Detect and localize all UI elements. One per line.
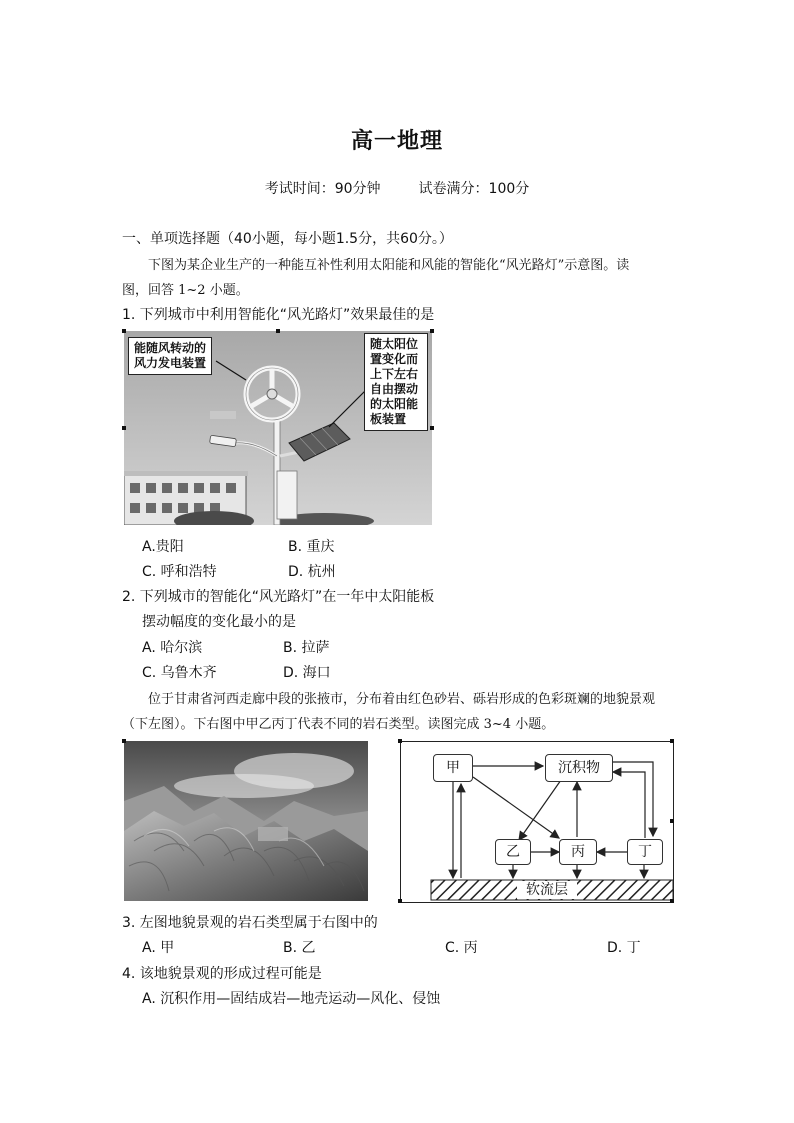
selection-handle	[398, 899, 402, 903]
selection-handle	[430, 426, 434, 430]
selection-handle	[670, 739, 674, 743]
sediment-box: 沉积物	[545, 754, 613, 782]
exam-time: 考试时间：90分钟	[264, 181, 381, 197]
q1-option-a: A.贵阳	[142, 539, 184, 555]
q1-stem: 1. 下列城市中利用智能化“风光路灯”效果最佳的是	[122, 307, 435, 323]
q2-option-a: A. 哈尔滨	[142, 640, 203, 656]
solar-panel-callout	[364, 333, 428, 431]
q2-stem-line-2: 摆动幅度的变化最小的是	[142, 614, 296, 630]
q2-option-b: B. 拉萨	[283, 640, 330, 656]
intro-line-1: 下图为某企业生产的一种能互补性利用太阳能和风能的智能化“风光路灯”示意图。读	[148, 258, 630, 273]
q1-option-b: B. 重庆	[288, 539, 335, 555]
rock-ding: 丁	[627, 839, 663, 865]
rock-yi: 乙	[495, 839, 531, 865]
q2-option-c: C. 乌鲁木齐	[142, 665, 217, 681]
q2-stem-line-1: 2. 下列城市的智能化“风光路灯”在一年中太阳能板	[122, 589, 435, 605]
callout-right-line: 的太阳能	[370, 397, 419, 411]
q4-stem: 4. 该地貌景观的形成过程可能是	[122, 966, 322, 982]
rock-bing: 丙	[559, 839, 597, 865]
selection-handle	[122, 329, 126, 333]
callout-right-line: 板装置	[370, 412, 407, 426]
callout-right-line: 自由摆动	[370, 382, 419, 396]
page-title: 高一地理	[350, 129, 443, 154]
callout-left-line: 能随风转动的	[134, 341, 207, 355]
callout-left-line: 风力发电装置	[134, 356, 207, 370]
q3-option-c: C. 丙	[445, 940, 478, 956]
callout-right-line: 置变化而	[370, 352, 419, 366]
street-light-photo	[124, 331, 432, 525]
exam-info	[0, 178, 794, 198]
q3-option-a: A. 甲	[142, 940, 175, 956]
landform-illustration	[124, 741, 368, 901]
landform-photo	[124, 741, 368, 901]
callout-right-line: 随太阳位	[370, 337, 419, 351]
callout-right-line: 上下左右	[370, 367, 419, 381]
q1-option-d: D. 杭州	[288, 564, 336, 580]
q1-option-c: C. 呼和浩特	[142, 564, 217, 580]
rock-jia: 甲	[433, 754, 473, 782]
wind-generator-callout	[128, 337, 212, 375]
selection-handle	[276, 329, 280, 333]
selection-handle	[670, 899, 674, 903]
q2-option-d: D. 海口	[283, 665, 331, 681]
selection-handle	[122, 739, 126, 743]
asthenosphere-label: 软流层	[517, 881, 577, 899]
intro-line-2: 图，回答 1~2 小题。	[122, 283, 249, 298]
passage2-line-2: （下左图）。下右图中甲乙丙丁代表不同的岩石类型。读图完成 3~4 小题。	[122, 717, 555, 732]
q3-option-d: D. 丁	[607, 940, 641, 956]
selection-handle	[430, 329, 434, 333]
selection-handle	[122, 426, 126, 430]
q3-stem: 3. 左图地貌景观的岩石类型属于右图中的	[122, 915, 378, 931]
selection-handle	[670, 819, 674, 823]
q4-option-a: A. 沉积作用—固结成岩—地壳运动—风化、侵蚀	[142, 991, 441, 1007]
q3-option-b: B. 乙	[283, 940, 316, 956]
section-heading: 一、单项选择题（40小题，每小题1.5分，共60分。）	[122, 231, 453, 247]
passage2-line-1: 位于甘肃省河西走廊中段的张掖市，分布着由红色砂岩、砾岩形成的色彩斑斓的地貌景观	[148, 692, 656, 707]
selection-handle	[398, 739, 402, 743]
full-score: 试卷满分：100分	[418, 181, 530, 197]
rock-cycle-diagram	[400, 741, 674, 903]
